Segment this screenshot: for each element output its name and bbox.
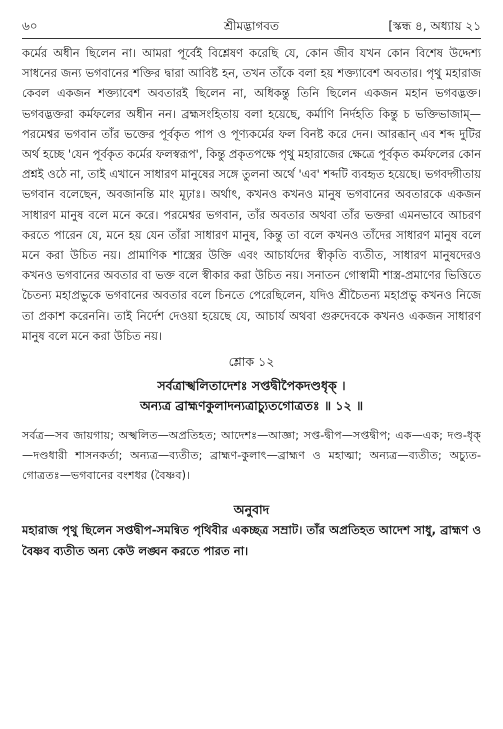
section-reference: [স্কন্ধ ৪, অধ্যায় ২১ (388, 19, 481, 33)
purport-paragraph: কর্মের অধীন ছিলেন না। আমরা পূর্বেই বিশ্লেষণ করেছি যে, কোন জীব যখন কোন বিশেষ উদ্দেশ্য সাধনের জন্য ভগবানের শক্তির দ্বারা আবিষ্ট হন, তখন তাঁকে বলা হয় শক্ত্যাবেশ অবতার। পৃথু মহারাজ কেবল একজন শক্ত্যাবেশ অবতারই ছিলেন না, অধিকন্তু তিনি ছিলেন একজন মহান ভগবদ্ভক্ত। ভগবদ্ভক্তরা কর্মফলের অধীন নন। ব্রহ্মসংহিতায় বলা হয়েছে, কর্মাণি নির্দহতি কিন্তু চ ভক্তিভাজাম্— পরমেশ্বর ভগবান তাঁর ভক্তের পূর্বকৃত পাপ ও পূণ্যকর্মের ফল বিনষ্ট করে দেন। আরব্ধান্ এব শব্দ দুটির অর্থ হচ্ছে 'যেন পূর্বকৃত কর্মের ফলস্বরূপ', কিন্তু প্রকৃতপক্ষে পৃথু মহারাজের ক্ষেত্রে পূর্বকৃত কর্মফলের কোন প্রশ্নই ওঠে না, তাই এখানে সাধারণ মানুষের সঙ্গে তুলনা অর্থে 'এব' শব্দটি ব্যবহৃত হয়েছে। ভগবদ্গীতায় ভগবান বলেছেন, অবজানন্তি মাং মূঢ়াঃ। অর্থাৎ, কখনও কখনও মানুষ ভগবানের অবতারকে একজন সাধারণ মানুষ বলে মনে করে। পরমেশ্বর ভগবান, তাঁর অবতার অথবা তাঁর ভক্তরা এমনভাবে আচরণ করতে পারেন যে, মনে হয় যেন তাঁরা সাধারণ মানুষ, কিন্তু তা বলে কখনও তাঁদের সাধারণ মানুষ বলে মনে করা উচিত নয়। প্রামাণিক শাস্ত্রের উক্তি এবং আচার্যদের স্বীকৃতি ব্যতীত, সাধারণ মানুষদেরও কখনও ভগবানের অবতার বা ভক্ত বলে স্বীকার করা উচিত নয়। সনাতন গোস্বামী শাস্ত্র-প্রমাণের ভিত্তিতে চৈতন্য মহাপ্রভুকে ভগবানের অবতার বলে চিনতে পেরেছিলেন, যদিও শ্রীচৈতন্য মহাপ্রভু কখনও নিজে তা প্রকাশ করেননি। তাই নির্দেশ দেওয়া হয়েছে যে, আচার্য অথবা গুরুদেবকে কখনও একজন সাধারণ মানুষ বলে মনে করা উচিত নয়। (22, 46, 481, 343)
page-number: ৬০ (22, 19, 38, 33)
header-rule (22, 38, 481, 39)
purport-section (22, 43, 481, 346)
translation-paragraph: মহারাজ পৃথু ছিলেন সপ্তদ্বীপ-সমন্বিত পৃথিবীর একচ্ছত্র সম্রাট। তাঁর অপ্রতিহত আদেশ সাধু, ব্রাহ্মণ ও বৈষ্ণব ব্যতীত অন্য কেউ লঙ্ঘন করতে পারত না। (22, 523, 481, 558)
synonyms-paragraph: সর্বত্র—সব জায়গায়; অস্খলিত—অপ্রতিহত; আদেশঃ—আজ্ঞা; সপ্ত-দ্বীপ—সপ্তদ্বীপ; এক—এক; দণ্ড-ধৃক্—দণ্ডধারী শাসনকর্তা; অন্যত্র—ব্যতীত; ব্রাহ্মণ-কুলাৎ—ব্রাহ্মণ ও মহাত্মা; অন্যত্র—ব্যতীত; অচ্যুত-গোত্রতঃ—ভগবানের বংশধর (বৈষ্ণব)। (22, 429, 481, 483)
verse-heading: শ্লোক ১২ (228, 354, 275, 370)
book-title: শ্রীমদ্ভাগবত (223, 19, 279, 33)
verse-line-2: অন্যত্র ব্রাহ্মণকুলাদন্যত্রাচ্যুতগোত্রতঃ ॥ ১২ ॥ (139, 398, 364, 414)
page-header (22, 16, 481, 38)
translation-heading: অনুবাদ (233, 502, 270, 518)
verse-line-1: সর্বত্রাস্খলিতাদেশঃ সপ্তদ্বীপৈকদণ্ডধৃক্ । (157, 378, 346, 394)
